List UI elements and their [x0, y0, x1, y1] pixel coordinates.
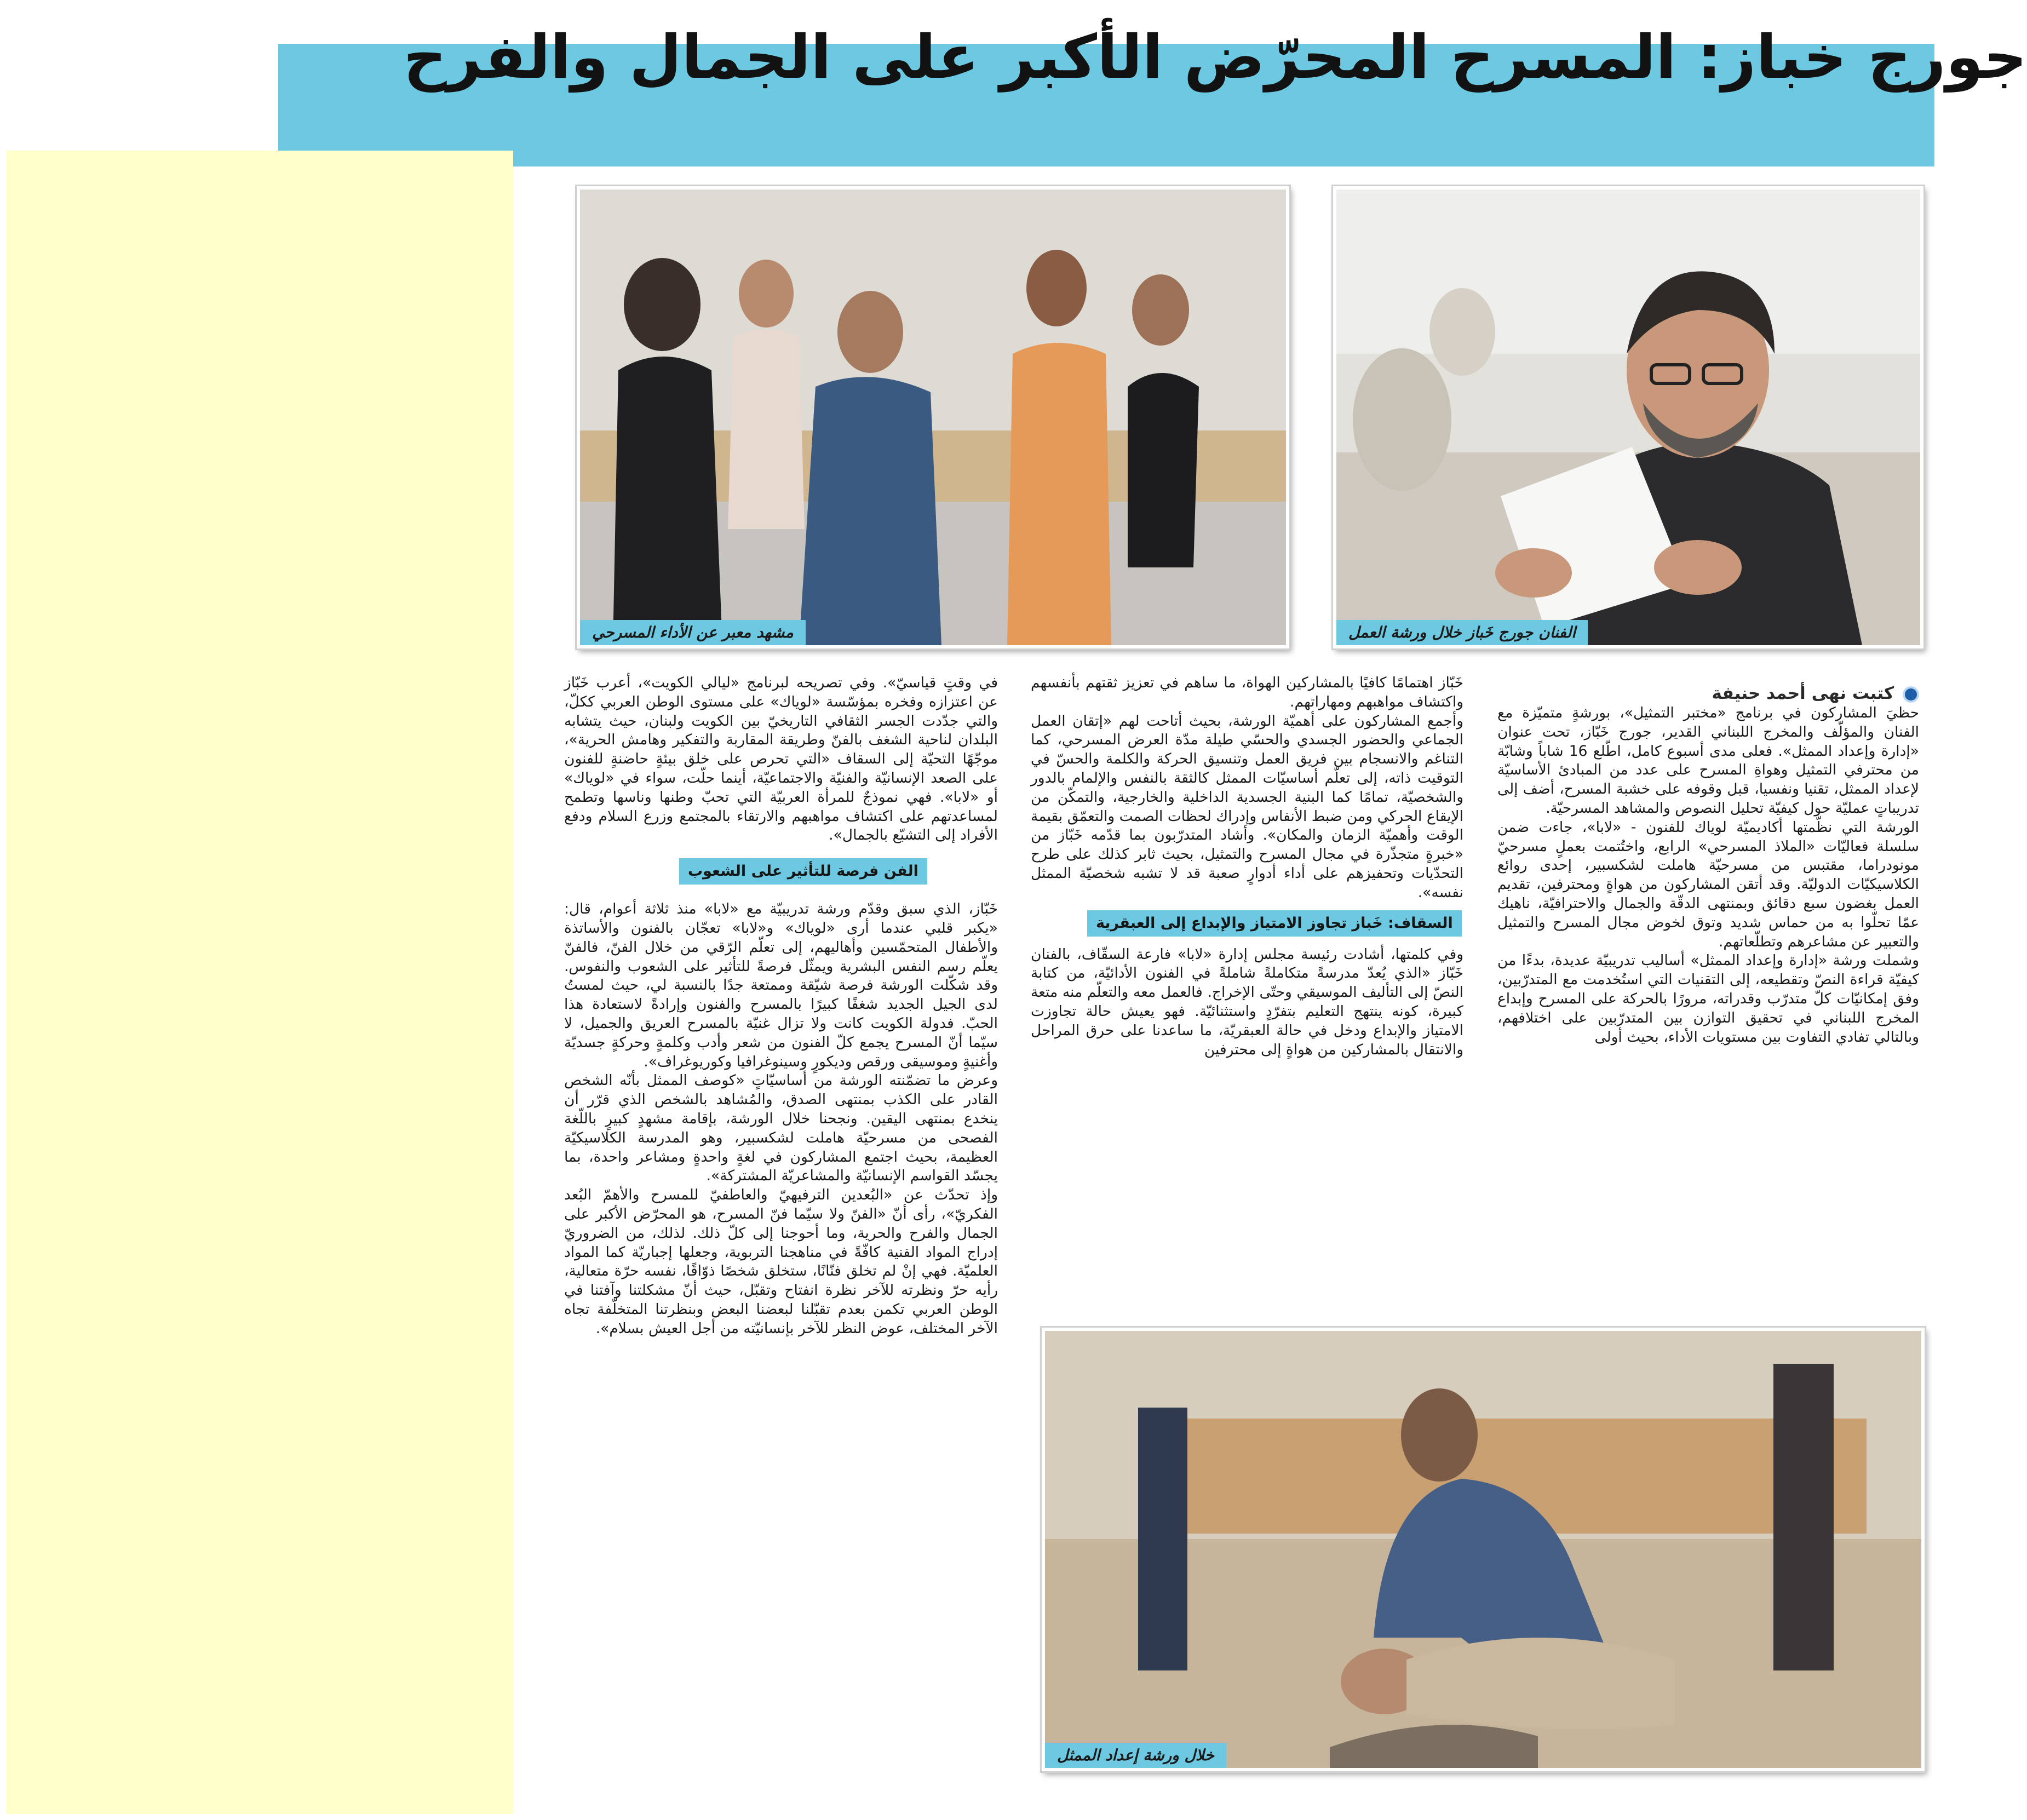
paragraph: وإذ تحدّث عن «البُعدين الترفيهيّ والعاطفيّ للمسرح والأهمّ البُعد الفكريّ»، رأى أنّ «الفنّ ولا سيّما فنّ المسرح، هو المحرّض الأكبر على الجمال والفرح والحرية، وما أحوجنا إلى كلّ ذلك. لذلك، من الضروريّ إدراج المواد الفنية كافّةً في مناهجنا التربوية، وجعلها إجباريّة كما المواد العلميّة. فهي إنْ لم تخلق فنّانًا، ستخلق شخصًا ذوّاقًا، نفسه حرّة متعالية، رأيه حرّ ونظرته للآخر نظرة انفتاح وتقبّل، حيث أنّ مشكلتنا وآفتنا في الوطن العربي تكمن بعدم تقبّلنا لبعضنا البعض وبنظرتنا المتخلّفة تجاه الآخر المختلف، عوض النظر للآخر بإنسانيّته من أجل العيش بسلام».: [564, 1186, 998, 1337]
paragraph: الورشة التي نظّمتها أكاديميّة لوياك للفنون - «لابا»، جاءت ضمن سلسلة فعاليّات «الملاذ المسرحي» الرابع، واختُتمت بعملٍ مسرحيّ مونودراما، مقتبس من مسرحيّة هاملت لشكسبير، إحدى روائع الكلاسيكيّات الدوليّة. وقد أتقن المشاركون من هواةٍ ومحترفين، تقديم العمل بغضون سبع دقائق وبمنتهى الدقّة والجمال والاحترافيّة، ناهيك عمّا تحلّوا به من حماس شديد وتوق لخوض مجال المسرح والتمثيل والتعبير عن مشاعرهم وتطلّعاتهم.: [1497, 818, 1919, 950]
paragraph: خَبّاز، الذي سبق وقدّم ورشة تدريبيّة مع «لابا» منذ ثلاثة أعوام، قال: «يكبر قلبي عندما أرى «لوياك» و«لابا» تعجّان بالفنون والأساتذة والأطفال المتحمّسين وأهاليهم، إلى تعلّم الرّقي من خلال الفنّ، فالفنّ يعلّم رسم النفس البشرية ويمثّل فرصةً للتأثير على الشعوب والنفوس. وقد شكّلت الورشة فرصة شيّقة وممتعة جدًا بالنسبة لي، حيث لمستُ لدى الجيل الجديد شغفًا كبيرًا بالمسرح والفنون وإرادةً لاستعادة هذا الحبّ. فدولة الكويت كانت ولا تزال غنيّة بالمسرح العريق والجميل، لا سيّما أنّ المسرح يجمع كلّ الفنون من شعر وأدب وكلمةٍ وحركةٍ جسديّة وأغنيةٍ وموسيقى ورقص وديكورٍ وسينوغرافيا وكوريوغراف».: [564, 900, 998, 1070]
article-column-left: [564, 674, 998, 1339]
subheading-alsaqqaf: السقاف: خَباز تجاوز الامتياز والإبداع إلى العبقرية: [1087, 910, 1462, 937]
photo-floor-exercise-image: [1045, 1331, 1921, 1768]
paragraph: وشملت ورشة «إدارة وإعداد الممثل» أساليب تدريبيّة عديدة، بدءًا من كيفيّة قراءة النصّ وتقطيعه، إلى التقنيات التي استُخدمت مع المتدرّبين، وفق إمكانيّات كلّ متدرّب وقدراته، مرورًا بالحركة على المسرح وإبداع المخرج اللبناني في تحقيق التوازن بين المتدرّبين على اختلافهم، وبالتالي تفادي التفاوت بين مستويات الأداء، بحيث أولى: [1497, 952, 1919, 1046]
paragraph: حظيَ المشاركون في برنامج «مختبر التمثيل»، بورشةٍ متميّزة مع الفنان والمؤلّف والمخرج اللبناني القدير، جورج خَبّاز، تحت عنوان «إدارة وإعداد الممثل». فعلى مدى أسبوع كامل، اطّلع 16 شاباً وشابّة من محترفي التمثيل وهواةِ المسرح على عدد من المبادئ الأساسيّة لإعداد الممثل، تقنيا ونفسيا، قبل وقوفه على خشبة المسرح، أضف إلى تدريباتٍ عمليّة حول كيفيّة تحليل النصوص والمشاهد المسرحيّة.: [1497, 704, 1919, 817]
page-headline: جورج خباز: المسرح المحرّض الأكبر على الجمال والفرح: [403, 22, 2027, 92]
photo1-caption: الفنان جورج خَباز خلال ورشة العمل: [1336, 620, 1588, 645]
article-column-middle: [1031, 674, 1463, 1059]
paragraph: وعرض ما تضمّنته الورشة من أساسيّاتٍ «كوصف الممثل بأنّه الشخص القادر على الكذب بمنتهى الصدق، والمُشاهد بالشخص الذي قرّر أن ينخدع بمنتهى اليقين. ونجحنا خلال الورشة، بإقامة مشهدٍ كبيرٍ باللّغة الفصحى من مسرحيّة هاملت لشكسبير، وهو المدرسة الكلاسيكيّة العظيمة، بحيث اجتمع المشاركون في لغةٍ واحدةٍ ومشاعر واحدة، بما يجسّد القواسم الإنسانيّة والمشاعريّة المشتركة».: [564, 1072, 998, 1185]
article-column-right: [1497, 704, 1919, 1047]
photo-group-performance-image: [580, 190, 1286, 645]
byline-text: كتبت نهى أحمد حنيفة: [1712, 684, 1894, 703]
advertisement-block: [7, 151, 513, 1814]
photo-khabbaz-reading-image: [1336, 190, 1920, 645]
article-byline: [1497, 684, 1919, 703]
paragraph: وأجمع المشاركون على أهميّة الورشة، بحيث أتاحت لهم «إتقان العمل الجماعي والحضور الجسدي والحسّي طيلة مدّة العرض المسرحي، كما التناغم والانسجام بين فريق العمل وتنسيق الحركة والكلمة والحسّ في التوقيت ذاته، إلى تعلّم أساسيّات الممثل كالثقة بالنفس والإلمام بالدور والشخصيّة، تمامًا كما البنية الجسدية الداخلية والخارجية، والتمكّن من الإيقاع الحركي ومن ضبط الأنفاس وإدراك لحظات الصمت والتعمّق بقيمة الوقت وأهميّة الزمان والمكان». وأشاد المتدرّبون بما قدّمه خَبّاز من «خبرةٍ متجذّرة في مجال المسرح والتمثيل، بحيث ثابر كذلك على طرح التحدّيات وتحفيزهم على أداء أدوارٍ صعبة قد لا تشبه شخصيّة الممثل نفسه».: [1031, 712, 1463, 901]
byline-bullet-icon: [1903, 686, 1919, 703]
subheading-art-opportunity: الفن فرصة للتأثير على الشعوب: [679, 858, 927, 885]
paragraph: وفي كلمتها، أشادت رئيسة مجلس إدارة «لابا» فارعة السقّاف، بالفنان خَبّاز «الذي يُعدّ مدرسةً متكاملةً شاملةً في الفنون الأدائيّة، من كتابة النصّ إلى التأليف الموسيقي وحتّى الإخراج. فالعمل معه والتعلّم منه متعة كبيرة، كونه ينتهج التعليم بتفرّدٍ واستثنائيّة. فهو يعيش حالة تجاوزت الامتياز والإبداع ودخل في حالة العبقريّة، ما ساعدنا على حرق المراحل والانتقال بالمشاركين من هواةٍ إلى محترفين: [1031, 945, 1463, 1058]
photo2-caption: مشهد معبر عن الأداء المسرحي: [580, 620, 806, 645]
paragraph: في وقتٍ قياسيّ». وفي تصريحه لبرنامج «ليالي الكويت»، أعرب خَبّاز عن اعتزازه وفخره بمؤسّسة «لوياك» على مستوى الوطن العربي ككلّ، والتي جدّدت الجسر الثقافي التاريخيّ بين الكويت ولبنان، حيث يتشابه البلدان لناحية الشغف بالفنّ وطريقة المقاربة والتفكير وهامش الحرية»، موجّهًا التحيّة إلى السقاف «التي تحرص على خلق بيئةٍ حاضنةٍ للفنون على الصعد الإنسانيّة والفنيّة والاجتماعيّة، أينما حلّت، سواء في «لوياك» أو «لابا». فهي نموذجٌ للمرأة العربيّة التي تحبّ وطنها وناسها وتطمح لمساعدتهم على اكتشاف مواهبهم والارتقاء بالمجتمع وزرع السلام ودفع الأفراد إلى التشبّع بالجمال».: [564, 674, 998, 844]
photo3-caption: خلال ورشة إعداد الممثل: [1045, 1743, 1226, 1768]
paragraph: خَبّاز اهتمامًا كافيًا بالمشاركين الهواة، ما ساهم في تعزيز ثقتهم بأنفسهم واكتشاف مواهبهم ومهاراتهم.: [1031, 674, 1463, 710]
photo-khabbaz-reading: [1333, 186, 1923, 648]
photo-floor-exercise: [1042, 1328, 1925, 1771]
photo-group-performance: [577, 186, 1289, 648]
